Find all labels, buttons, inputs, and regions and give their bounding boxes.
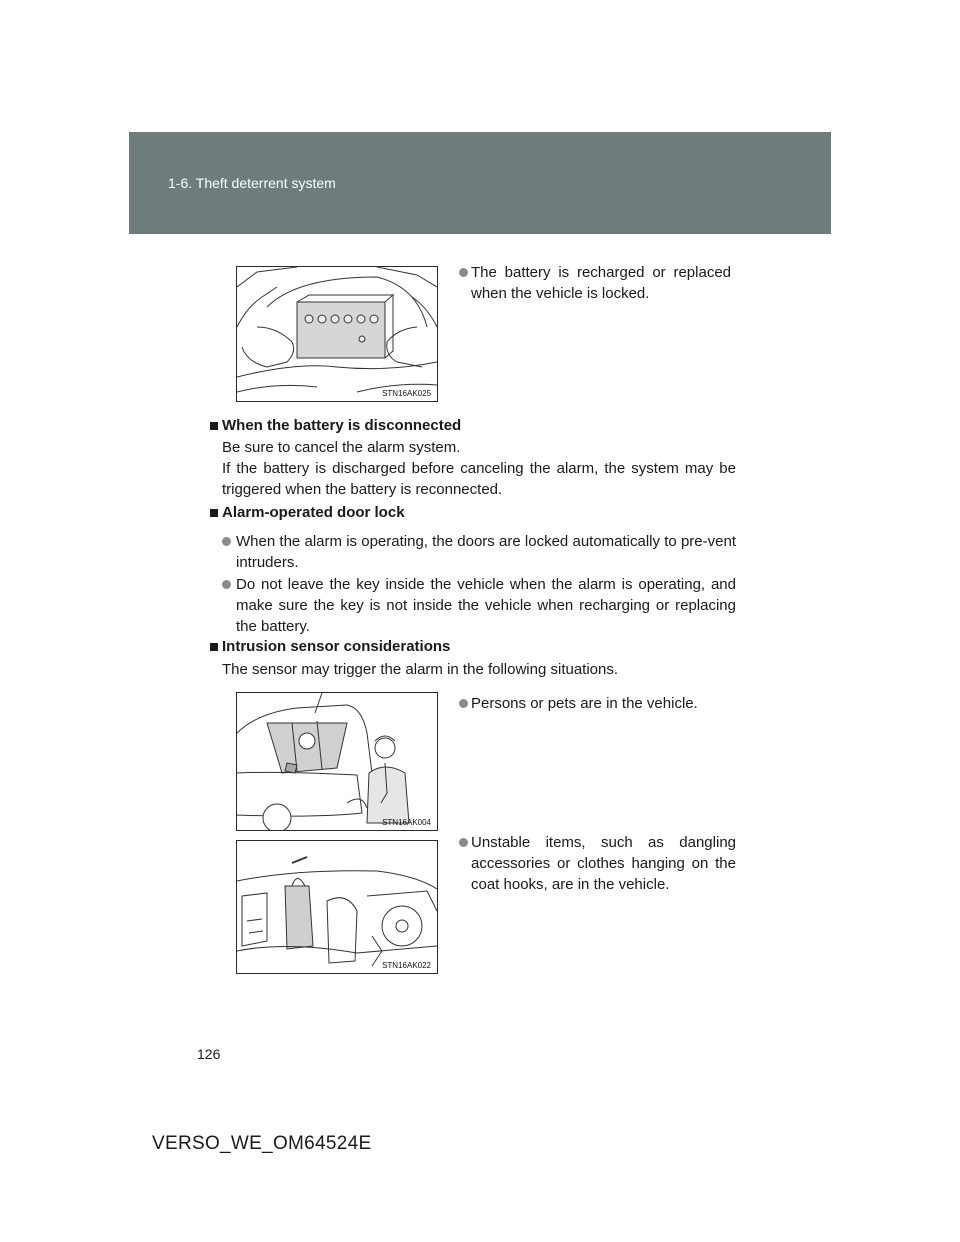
bullet-text: Do not leave the key inside the vehicle when the alarm is operating, and make sure the key is not inside the vehicle when recharging or replacing the battery. xyxy=(236,576,736,635)
paragraph: If the battery is discharged before canceling the alarm, the system may be triggered when the battery is reconnected. xyxy=(222,460,736,498)
section-heading: Intrusion sensor considerations xyxy=(222,638,451,655)
page-number: 126 xyxy=(197,1046,221,1062)
figure-code: STN16AK004 xyxy=(382,818,431,827)
interior-illustration xyxy=(237,841,437,973)
bullet-dot xyxy=(459,268,468,277)
paragraph: The sensor may trigger the alarm in the following situations. xyxy=(222,661,619,678)
bullet-dot xyxy=(222,580,231,589)
bullet-text: The battery is recharged or replaced when the vehicle is locked. xyxy=(471,264,731,302)
bullet-text: Persons or pets are in the vehicle. xyxy=(471,695,698,712)
section-heading: When the battery is disconnected xyxy=(222,417,462,434)
section-marker xyxy=(210,643,218,651)
section-marker xyxy=(210,422,218,430)
section-marker xyxy=(210,509,218,517)
battery-illustration xyxy=(237,267,437,401)
section-title: 1-6. Theft deterrent system xyxy=(168,175,336,191)
figure-code: STN16AK025 xyxy=(382,389,431,398)
section-heading: Alarm-operated door lock xyxy=(222,504,405,521)
interior-figure xyxy=(236,840,438,974)
bullet-text: When the alarm is operating, the doors are locked automatically to pre-vent intruders. xyxy=(236,533,736,571)
battery-figure xyxy=(236,266,438,402)
paragraph: Be sure to cancel the alarm system. xyxy=(222,439,461,456)
person-illustration xyxy=(237,693,437,830)
bullet-dot xyxy=(459,838,468,847)
section-header xyxy=(129,132,831,234)
person-figure xyxy=(236,692,438,831)
bullet-dot xyxy=(222,537,231,546)
document-code: VERSO_WE_OM64524E xyxy=(152,1133,372,1154)
bullet-text: Unstable items, such as dangling accessories or clothes hanging on the coat hooks, are in the vehicle. xyxy=(471,834,736,893)
figure-code: STN16AK022 xyxy=(382,961,431,970)
bullet-dot xyxy=(459,699,468,708)
